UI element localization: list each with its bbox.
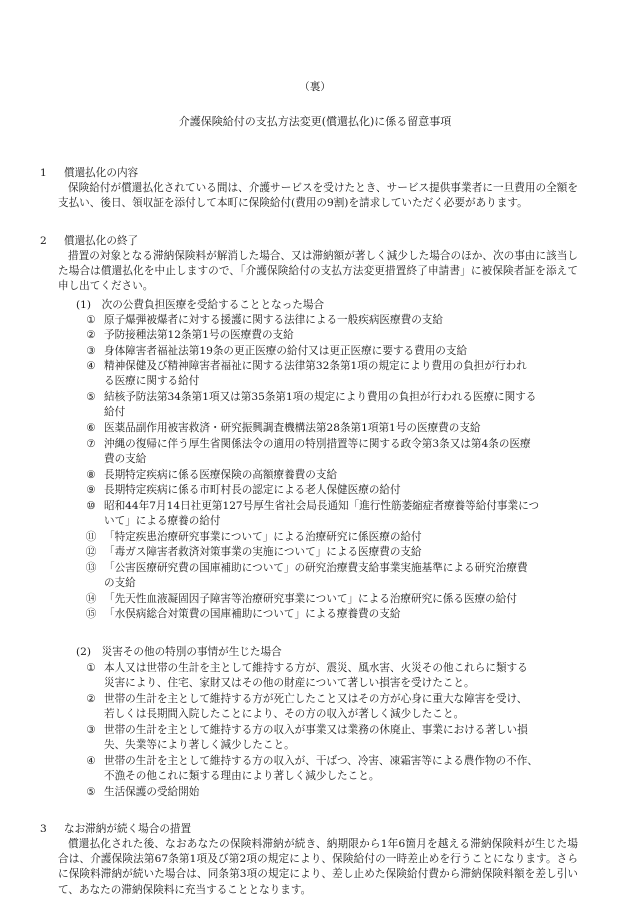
section-heading-3: 3 なお滞納が続く場合の措置 [40,823,192,835]
section-heading-1: 1 償還払化の内容 [40,167,139,179]
list-item: ① 原子爆弾被爆者に対する援護に関する法律による一般疾病医療費の支給 [86,314,443,326]
list-item: ⑩ 昭和44年7月14日社更第127号厚生省社会局長通知「進行性筋萎縮症者療養等給付事業につ いて」による療養の給付 [86,500,540,528]
list-item: ⑨ 長期特定疾病に係る市町村長の認定による老人保健医療の給付 [86,484,401,496]
list-item: ⑮ 「水俣病総合対策費の国庫補助について」による療養費の支給 [85,608,401,620]
list-item: ⑦ 沖縄の復帰に伴う厚生省関係法令の適用の特別措置等に関する政令第3条又は第4条の医療 費の支給 [86,438,531,466]
section-heading-2: 2 償還払化の終了 [40,235,139,247]
list-item: ② 世帯の生計を主として維持する方が死亡したこと又はその方が心身に重大な障害を受け、 若しくは長期間入院したことにより、その方の収入が著しく減少したこと。 [86,693,528,721]
list-item: ⑥ 医薬品副作用被害救済・研究振興調査機構法第28条第1項第1号の医療費の支給 [86,422,481,434]
list-item: ⑤ 結核予防法第34条第1項又は第35条第1項の規定により費用の負担が行われる医療に関する 給付 [86,391,537,419]
list-item: ⑭ 「先天性血液凝固因子障害等治療研究事業について」による治療研究に係る医療の給付 [85,593,517,605]
list-item: ① 本人又は世帯の生計を主として維持する方が、震災、風水害、火災その他これらに類する 災害により、住宅、家財又はその他の財産について著しい損害を受けたこと。 [86,662,528,690]
list-item: ⑫ 「毒ガス障害者救済対策事業の実施について」による医療費の支給 [85,546,422,558]
list-item: ④ 世帯の生計を主として維持する方の収入が、干ばつ、冷害、凍霜害等による農作物の不作、 不漁その他これに類する理由により著しく減少したこと。 [86,755,538,783]
sub-heading-2: (2) 災害その他の特別の事情が生じた場合 [76,646,282,658]
section-body-3: 償還払化された後、なおあなたの保険料滞納が続き、納期限から1年6箇月を越える滞納保険料が生じた場合は、介護保険法第67条第1項及び第2項の規定により、保険給付の一時差止めを行うことになります。さらに保険料滞納が続いた場合は、同条第3項の規定により、差し止めた保険給付費から滞納保険料額を差し引いて、あなたの滞納保険料に充当することとなります。 [58,838,578,896]
list-item: ③ 世帯の生計を主として維持する方の収入が事業又は業務の休廃止、事業における著しい損 失、失業等により著しく減少したこと。 [86,724,528,752]
list-item: ② 予防接種法第12条第1号の医療費の支給 [86,329,294,341]
list-item: ⑪ 「特定疾患治療研究事業について」による治療研究に係医療の給付 [85,531,422,543]
sub-heading-1: (1) 次の公費負担医療を受給することとなった場合 [76,299,325,311]
section-body-1: 保険給付が償還払化されている間は、介護サービスを受けたとき、サービス提供事業者に一旦費用の全額を支払い、後日、領収証を添付して本町に保険給付(費用の9割)を請求していただく必要があります。 [58,182,578,210]
page-title: 介護保険給付の支払方法変更(償還払化)に係る留意事項 [178,115,452,128]
list-item: ④ 精神保健及び精神障害者福祉に関する法律第32条第1項の規定により費用の負担が行われ る医療に関する給付 [86,360,527,388]
side-label: （裏） [299,81,331,93]
list-item: ③ 身体障害者福祉法第19条の更正医療の給付又は更正医療に要する費用の支給 [86,345,468,357]
list-item: ⑬ 「公害医療研究費の国庫補助について」の研究治療費支給事業実施基準による研究治療費 の支給 [85,562,528,590]
list-item: ⑤ 生活保護の受給開始 [86,786,200,798]
list-item: ⑧ 長期特定疾病に係る医療保険の高額療養費の支給 [86,469,338,481]
section-body-2: 措置の対象となる滞納保険料が解消した場合、又は滞納額が著しく減少した場合のほか、次の事由に該当した場合は償還払化を中止しますので、「介護保険給付の支払方法変更措置終了申請書」に被保険者証を添えて申し出てください。 [58,250,578,293]
